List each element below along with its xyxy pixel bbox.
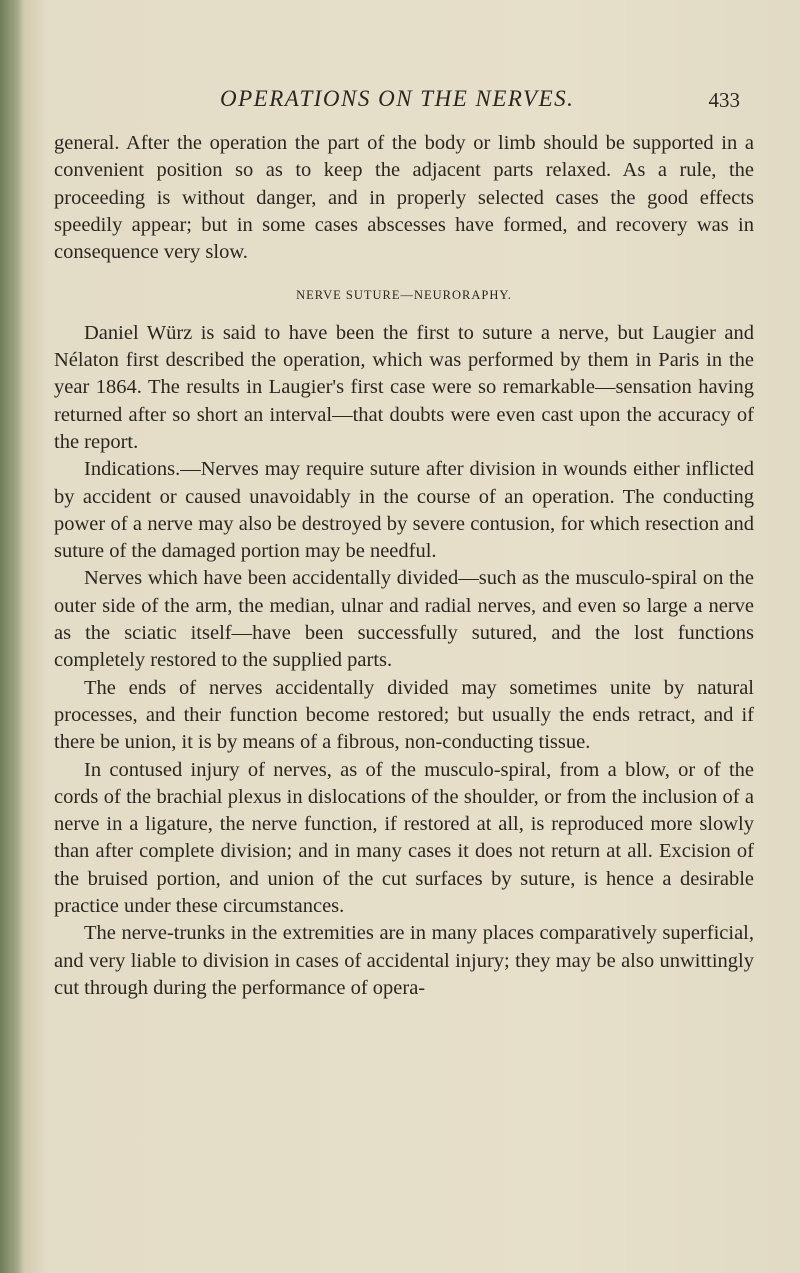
paragraph: general. After the operation the part of the body or limb should be supported in a convenient position so as to keep the adjacent parts relaxed. As a rule, the proceeding is without danger, and in properly selected cases the good effects speedily appear; but in some cases abscesses have formed, and recovery was in consequence very slow. [54,132,754,264]
paragraph: Nerves which have been accidentally divided—such as the musculo-spiral on the outer side of the arm, the median, ulnar and radial nerves, and even so large a nerve as the sciatic itself—have been successfully sutured, and the lost functions completely restored to the supplied parts. [54,567,754,672]
body-text [54,130,754,1002]
running-head-title: OPERATIONS ON THE NERVES. [220,86,575,111]
paragraph: Indications.—Nerves may require suture after division in wounds either inflicted by accident or caused unavoidably in the course of an operation. The conducting power of a nerve may also be destroyed by severe contusion, for which resection and suture of the damaged portion may be needful. [54,458,754,563]
running-head [120,86,740,120]
section-heading: NERVE SUTURE—NEURORAPHY. [296,288,512,303]
paragraph: The nerve-trunks in the extremities are in many places comparatively superficial, and very liable to division in cases of accidental injury; they may be also unwittingly cut through during the performance of opera- [54,922,754,999]
page-number: 433 [708,88,740,112]
page-binding-edge [0,0,24,1273]
paragraph: The ends of nerves accidentally divided may sometimes unite by natural processes, and their function become restored; but usually the ends retract, and if there be union, it is by means of a fibrous, non-conducting tissue. [54,676,754,754]
paragraph: In contused injury of nerves, as of the musculo-spiral, from a blow, or of the cords of the brachial plexus in dislocations of the shoulder, or from the inclusion of a nerve in a ligature, the nerve function, if restored at all, is reproduced more slowly than after complete division; and in many cases it does not return at all. Excision of the bruised portion, and union of the cut surfaces by suture, is hence a desirable practice under these circumstances. [54,758,754,918]
paragraph: Daniel Würz is said to have been the first to suture a nerve, but Laugier and Nélaton first described the operation, which was performed by them in Paris in the year 1864. The results in Laugier's first case were so remarkable—sensation having returned after so short an interval—that doubts were even cast upon the accuracy of the report. [54,321,754,453]
